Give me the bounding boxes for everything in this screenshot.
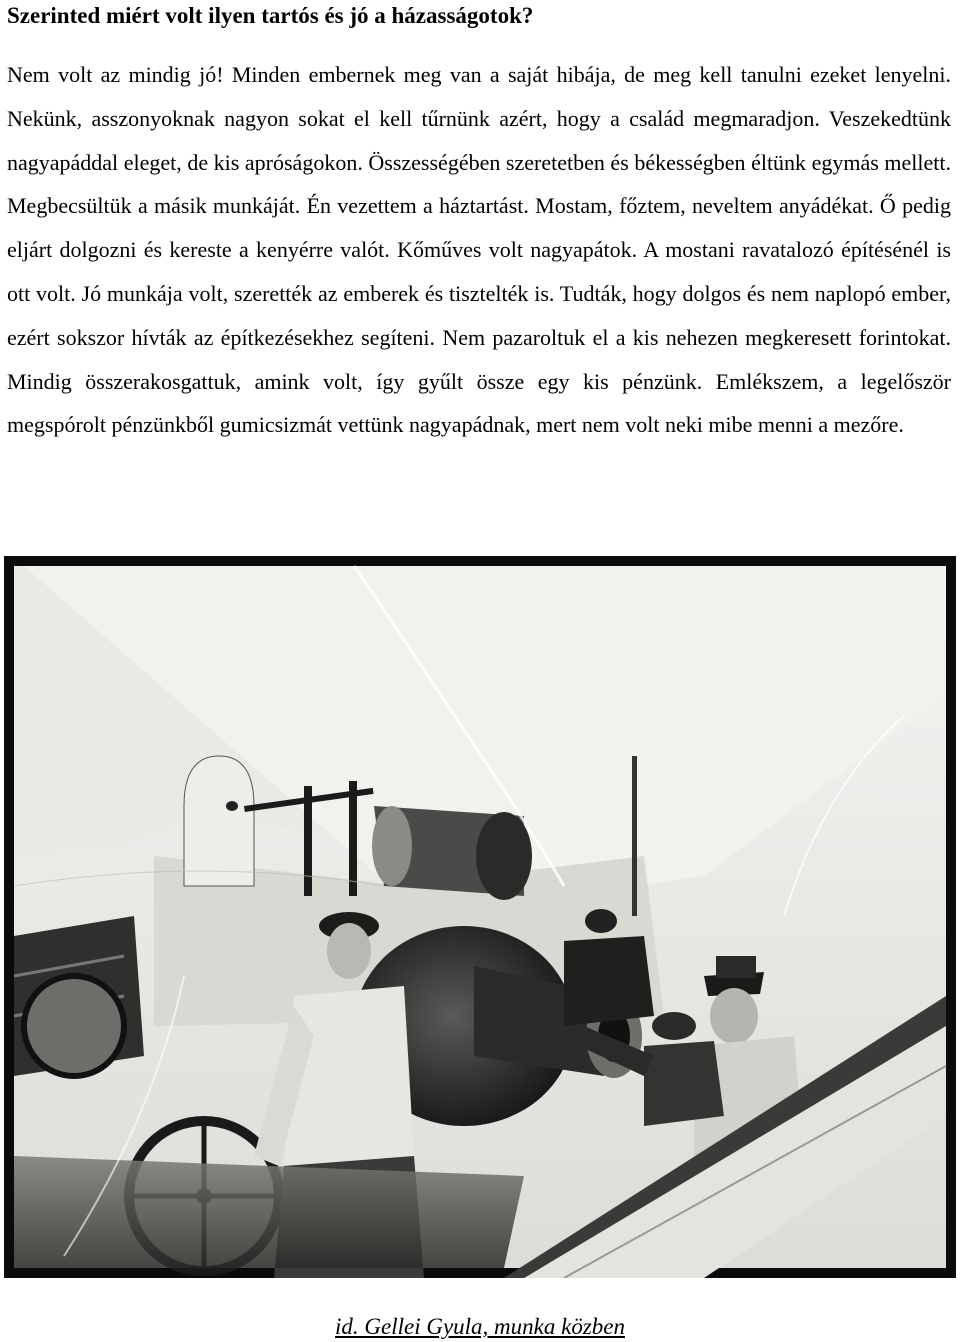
question-heading: Szerinted miért volt ilyen tartós és jó a házasságotok?: [7, 3, 534, 28]
answer-paragraph: Nem volt az mindig jó! Minden embernek meg van a saját hibája, de meg kell tanulni ezeket lenyelni. Nekünk, asszonyoknak nagyon sokat el kell tűrnünk azért, hogy a család megmaradjon. Veszekedtünk nagyapáddal eleget, de kis apróságokon. Összességében szeretetben és békességben éltünk egymás mellett. Megbecsültük a másik munkáját. Én vezettem a háztartást. Mostam, főztem, neveltem anyádékat. Ő pedig eljárt dolgozni és kereste a kenyérre valót. Kőműves volt nagyapátok. A mostani ravatalozó építésénél is ott volt. Jó munkája volt, szerették az emberek és tisztelték is. Tudták, hogy dolgos és nem naplopó ember, ezért sokszor hívták az építkezésekhez segíteni. Nem pazaroltuk el a kis nehezen megkeresett forintokat. Mindig összerakosgattuk, amink volt, így gyűlt össze egy kis pénzünk. Emlékszem, a legelőször megspórolt pénzünkből gumicsizmát vettünk nagyapádnak, mert nem volt neki mibe menni a mezőre.: [7, 62, 951, 438]
photo-caption: id. Gellei Gyula, munka közben: [335, 1314, 625, 1339]
historical-photograph: [4, 556, 956, 1278]
